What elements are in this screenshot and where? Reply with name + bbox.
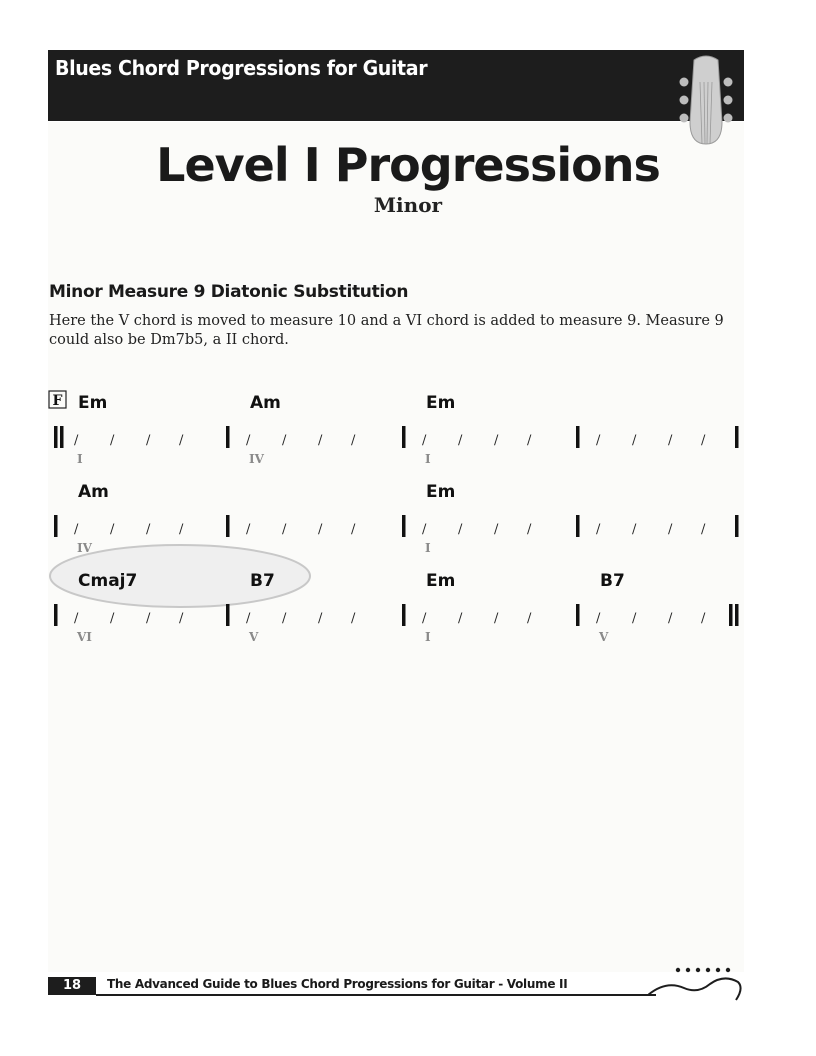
beat-slash: / xyxy=(422,522,427,537)
roman-numeral: IV xyxy=(249,452,264,466)
footer-title: The Advanced Guide to Blues Chord Progressions for Guitar - Volume II xyxy=(107,977,568,991)
chord-symbol: Em xyxy=(78,393,108,413)
roman-numeral: I xyxy=(425,630,431,644)
beat-slash: / xyxy=(282,611,287,626)
beat-slash: / xyxy=(527,522,532,537)
beat-slash: / xyxy=(179,611,184,626)
beat-slash: / xyxy=(146,611,151,626)
roman-numeral: I xyxy=(425,452,431,466)
chord-symbol: Em xyxy=(426,393,456,413)
roman-numeral: I xyxy=(425,541,431,555)
roman-numeral: VI xyxy=(77,630,92,644)
beat-slash: / xyxy=(596,433,601,448)
beat-slash: / xyxy=(494,433,499,448)
beat-slash: / xyxy=(632,433,637,448)
guitar-dots-swoosh-icon xyxy=(648,964,744,1004)
beat-slash: / xyxy=(179,522,184,537)
beat-slash: / xyxy=(527,611,532,626)
barline xyxy=(226,604,230,626)
beat-slash: / xyxy=(318,433,323,448)
chord-symbol: Em xyxy=(426,482,456,502)
roman-numeral: V xyxy=(249,630,259,644)
beat-slash: / xyxy=(246,522,251,537)
beat-slash: / xyxy=(668,611,673,626)
beat-slash: / xyxy=(632,522,637,537)
beat-slash: / xyxy=(596,611,601,626)
barline xyxy=(735,515,739,537)
beat-slash: / xyxy=(282,522,287,537)
barline xyxy=(576,604,580,626)
barline xyxy=(226,426,230,448)
beat-slash: / xyxy=(701,433,706,448)
beat-slash: / xyxy=(179,433,184,448)
double-barline xyxy=(735,604,739,626)
beat-slash: / xyxy=(318,611,323,626)
beat-slash: / xyxy=(110,522,115,537)
chord-symbol: Cmaj7 xyxy=(78,571,138,591)
beat-slash: / xyxy=(246,433,251,448)
beat-slash: / xyxy=(351,522,356,537)
barline xyxy=(226,515,230,537)
footer-rule xyxy=(96,994,656,996)
barline xyxy=(402,604,406,626)
page-number: 18 xyxy=(48,977,96,995)
beat-slash: / xyxy=(146,433,151,448)
roman-numeral: IV xyxy=(77,541,92,555)
beat-slash: / xyxy=(632,611,637,626)
beat-slash: / xyxy=(668,433,673,448)
barline xyxy=(576,426,580,448)
beat-slash: / xyxy=(668,522,673,537)
beat-slash: / xyxy=(527,433,532,448)
double-barline xyxy=(729,604,733,626)
section-body-text: Here the V chord is moved to measure 10 and a VI chord is added to measure 9. Measure 9 could also be Dm7b5, a II chord. xyxy=(49,313,724,348)
beat-slash: / xyxy=(110,611,115,626)
double-barline xyxy=(60,426,64,448)
beat-slash: / xyxy=(458,433,463,448)
barline xyxy=(54,604,58,626)
barline xyxy=(402,426,406,448)
barline xyxy=(402,515,406,537)
barline xyxy=(576,515,580,537)
barline xyxy=(54,515,58,537)
beat-slash: / xyxy=(701,522,706,537)
section-heading: Minor Measure 9 Diatonic Substitution xyxy=(49,282,409,302)
chord-symbol: Am xyxy=(78,482,109,502)
beat-slash: / xyxy=(422,611,427,626)
roman-numeral: V xyxy=(599,630,609,644)
chord-symbol: B7 xyxy=(600,571,625,591)
beat-slash: / xyxy=(246,611,251,626)
page-subtitle: Minor xyxy=(373,193,443,217)
beat-slash: / xyxy=(74,611,79,626)
beat-slash: / xyxy=(282,433,287,448)
barline xyxy=(735,426,739,448)
rehearsal-mark: F xyxy=(52,393,63,409)
beat-slash: / xyxy=(596,522,601,537)
beat-slash: / xyxy=(146,522,151,537)
beat-slash: / xyxy=(351,433,356,448)
beat-slash: / xyxy=(351,611,356,626)
beat-slash: / xyxy=(494,522,499,537)
beat-slash: / xyxy=(74,433,79,448)
roman-numeral: I xyxy=(77,452,83,466)
chord-symbol: B7 xyxy=(250,571,275,591)
beat-slash: / xyxy=(494,611,499,626)
page-title: Level I Progressions xyxy=(156,138,660,192)
beat-slash: / xyxy=(458,611,463,626)
beat-slash: / xyxy=(318,522,323,537)
header-title: Blues Chord Progressions for Guitar xyxy=(55,56,428,80)
chord-symbol: Am xyxy=(250,393,281,413)
beat-slash: / xyxy=(701,611,706,626)
chord-symbol: Em xyxy=(426,571,456,591)
double-barline xyxy=(54,426,58,448)
beat-slash: / xyxy=(422,433,427,448)
beat-slash: / xyxy=(458,522,463,537)
beat-slash: / xyxy=(74,522,79,537)
beat-slash: / xyxy=(110,433,115,448)
